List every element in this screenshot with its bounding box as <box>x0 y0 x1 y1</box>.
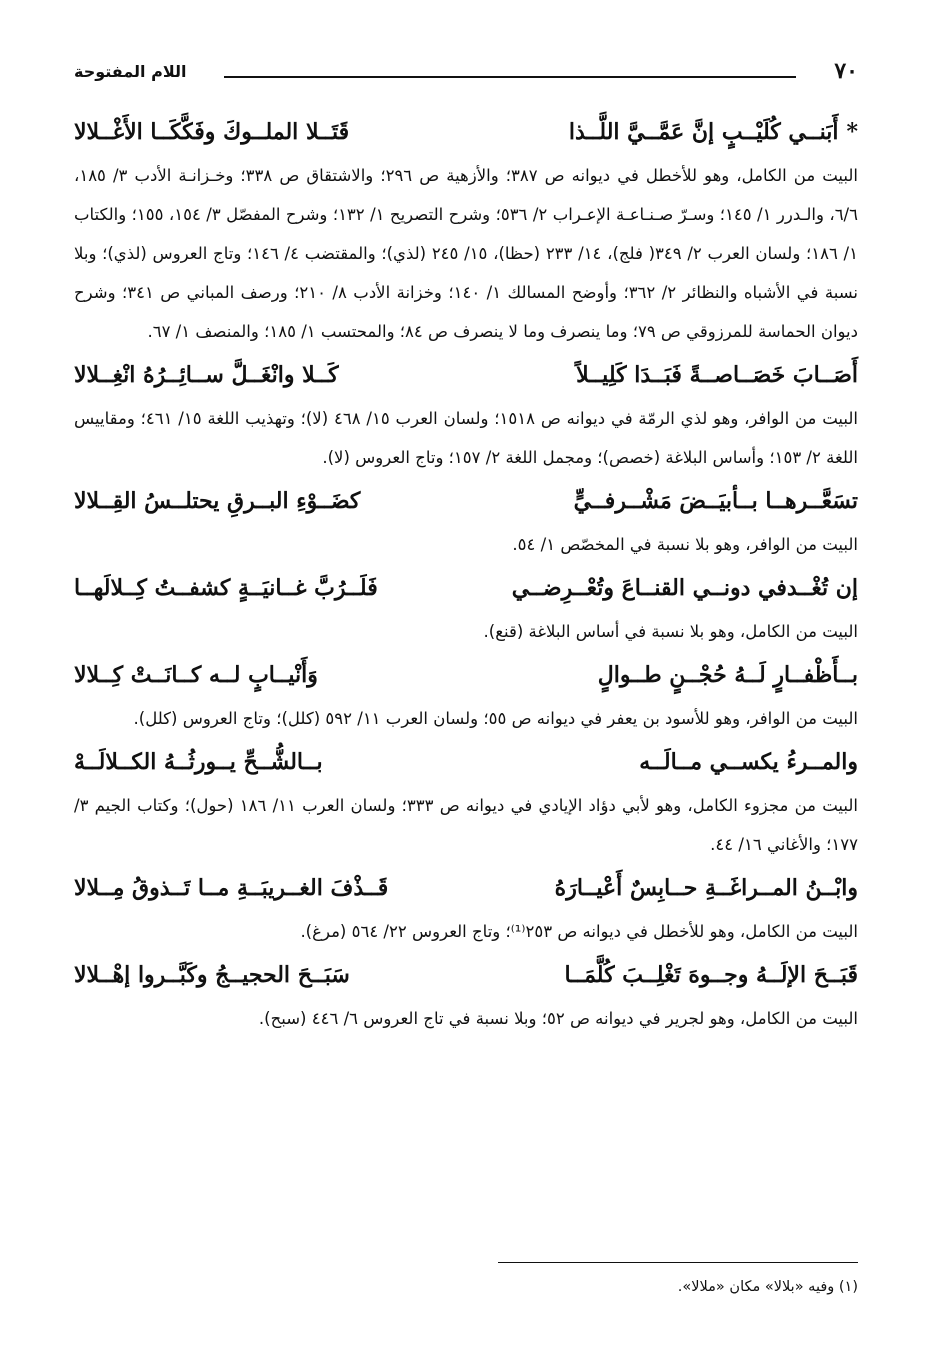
verse-first-hemistich: أَصَــابَ خَصَــاصــةً فَبَــدَا كَلِيــلاً <box>576 362 858 388</box>
verse-line <box>74 564 858 612</box>
verse-line <box>74 108 858 156</box>
header-rule <box>224 76 796 78</box>
running-title: اللام المفتوحة <box>74 62 187 81</box>
verse-first-hemistich: وابْــنُ المــراغَــةِ حــابِسٌ أَعْيــارَهُ <box>554 875 858 901</box>
entry <box>74 477 858 564</box>
verse-second-hemistich: كَــلا وانْغَــلَّ ســائِــرُهُ انْغِــلالا <box>74 362 339 388</box>
footnote: (١) وفيه «بلالا» مكان «ملالا». <box>677 1279 858 1295</box>
verse-first-hemistich: *أَبَنــي كُلَيْــبٍ إنَّ عَمَّــيَّ اللَّــذا <box>568 119 858 145</box>
verse-second-hemistich: قَتَــلا الملــوكَ وفَكَّكَــا الأَغْــلالا <box>74 119 350 145</box>
entry <box>74 651 858 738</box>
source-note: البيت من الوافر، وهو بلا نسبة في المخصّص ١/ ٥٤. <box>512 535 858 554</box>
star-marker: * <box>846 119 858 145</box>
source-note: البيت من الكامل، وهو للأخطل في ديوانه ص ٣٨٧؛ والأزهية ص ٢٩٦؛ والاشتقاق ص ٣٣٨؛ وخـزانـة الأدب ٣/ ١٨٥، ٦/٦، والـدرر ١/ ١٤٥؛ وسـرّ صـنـاعـة الإعـراب ٢/ ٥٣٦؛ وشرح التصريح ١/ ١٣٢؛ وشرح المفصّل ٣/ ١٥٤، ١٥٥؛ والكتاب ١/ ١٨٦؛ ولسان العرب ٢/ ٣٤٩( فلج)، ١٤/ ٢٣٣ (حظا)، ١٥/ ٢٤٥ (لذي)؛ والمقتضب ٤/ ١٤٦؛ وتاج العروس (لذي)؛ وبلا نسبة في الأشباه والنظائر ٢/ ٣٦٢؛ وأوضح المسالك ١/ ١٤٠؛ وخزانة الأدب ٨/ ٢١٠؛ ورصف المباني ص ٣٤١؛ وشرح ديوان الحماسة للمرزوقي ص ٧٩؛ وما ينصرف وما لا ينصرف ص ٨٤؛ والمحتسب ١/ ١٨٥؛ والمنصف ١/ ٦٧. <box>74 166 859 341</box>
footnote-rule <box>498 1262 858 1263</box>
entry <box>74 951 858 1038</box>
verse-second-hemistich: سَبَــحَ الحجيــجُ وكَبَّــروا إهْــلالا <box>74 962 350 988</box>
verse-line <box>74 477 858 525</box>
verse-first-hemistich: تسَعَّــرهــا بــأبيَــضَ مَشْــرفــيٍّ <box>573 488 858 514</box>
verse-first-hemistich: قَبَــحَ الإلَــهُ وجــوهَ تَغْلِــبَ كُلَّمَــا <box>564 962 858 988</box>
footnote-area <box>74 1262 858 1297</box>
verse-line <box>74 738 858 786</box>
verse-first-hemistich: إن تُغْــدفي دونــي القنــاعَ وتُعْــرِضــي <box>511 575 858 601</box>
verse-second-hemistich: وَأَنْيــابٍ لــه كــانَــتْ كِــلالا <box>74 662 318 688</box>
entry <box>74 738 858 864</box>
entry <box>74 564 858 651</box>
verse-line <box>74 651 858 699</box>
entry <box>74 864 858 951</box>
verse-first-hemistich: بــأَظْفــارٍ لَــهُ حُجْــنٍ طــوالٍ <box>597 662 858 688</box>
source-note: البيت من الكامل، وهو للأخطل في ديوانه ص ٢٥٣⁽¹⁾؛ وتاج العروس ٢٢/ ٥٦٤ (مرغ). <box>300 922 858 941</box>
entries <box>74 108 858 1038</box>
verse-second-hemistich: كضَــوْءِ البــرقِ يحتلــسُ القِــلالا <box>74 488 361 514</box>
entry <box>74 351 858 477</box>
source-note: البيت من الكامل، وهو لجرير في ديوانه ص ٥٢؛ وبلا نسبة في تاج العروس ٦/ ٤٤٦ (سبح). <box>258 1009 858 1028</box>
verse-line <box>74 351 858 399</box>
source-note: البيت من الوافر، وهو للأسود بن يعفر في ديوانه ص ٥٥؛ ولسان العرب ١١/ ٥٩٢ (كلل)؛ وتاج العروس (كلل). <box>133 709 858 728</box>
source-note: البيت من الكامل، وهو بلا نسبة في أساس البلاغة (قنع). <box>483 622 858 641</box>
verse-second-hemistich: فَلَــرُبَّ غــانيَــةٍ كشفــتُ كِــلالَهــا <box>74 575 378 601</box>
source-note: البيت من مجزوء الكامل، وهو لأبي دؤاد الإيادي في ديوانه ص ٣٣٣؛ ولسان العرب ١١/ ١٨٦ (حول)؛ وكتاب الجيم ٣/ ١٧٧؛ والأغاني ١٦/ ٤٤. <box>74 796 858 854</box>
verse-line <box>74 951 858 999</box>
verse-line <box>74 864 858 912</box>
verse-second-hemistich: قَــذْفَ الغــريبَــةِ مــا تَــذوقُ مِــلالا <box>74 875 389 901</box>
page-header <box>74 58 858 90</box>
verse-first-hemistich: والمــرءُ يكســي مــالَــه <box>639 749 858 775</box>
page-number: ٧٠ <box>834 58 858 84</box>
verse-second-hemistich: بــالشُّــحِّ يــورثُــهُ الكــلالَــهْ <box>74 749 323 775</box>
entry <box>74 108 858 351</box>
source-note: البيت من الوافر، وهو لذي الرمّة في ديوانه ص ١٥١٨؛ ولسان العرب ١٥/ ٤٦٨ (لا)؛ وتهذيب اللغة ١٥/ ٤٦١؛ ومقاييس اللغة ٢/ ١٥٣؛ وأساس البلاغة (خصص)؛ ومجمل اللغة ٢/ ١٥٧؛ وتاج العروس (لا). <box>74 409 858 467</box>
